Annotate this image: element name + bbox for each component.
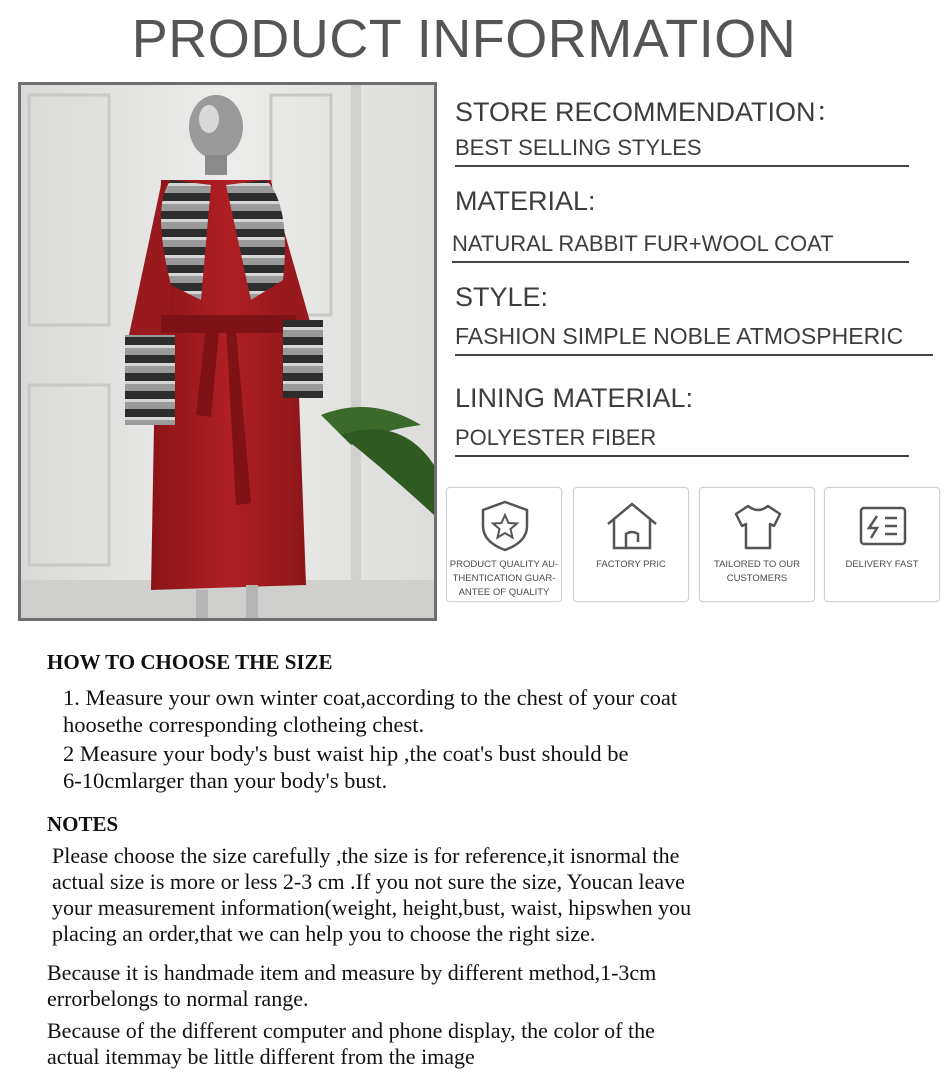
- product-photo: [18, 82, 437, 621]
- note-paragraph-2: Because it is handmade item and measure by different method,1-3cm errorbelongs to normal range.: [47, 960, 657, 1011]
- quality-badge: [446, 487, 562, 602]
- lining-material-label: LINING MATERIAL:: [455, 383, 694, 413]
- delivery-icon: [853, 498, 913, 554]
- store-recommendation-value: BEST SELLING STYLES: [455, 135, 909, 167]
- notes-heading: NOTES: [47, 812, 119, 836]
- tshirt-icon: [728, 498, 788, 554]
- note-paragraph-1: Please choose the size carefully ,the size is for reference,it isnormal the actual size is more or less 2-3 cm .If you not sure the size, Youcan leave your measurement information(weight, height,bust, waist, hipswhen you placing an order,that we can help you to choose the right size.: [52, 843, 692, 946]
- material-value: NATURAL RABBIT FUR+WOOL COAT: [452, 231, 909, 263]
- store-recommendation-label: STORE RECOMMENDATION：: [455, 97, 843, 127]
- material-label: MATERIAL:: [455, 186, 596, 216]
- house-icon: [602, 498, 662, 554]
- factory-price-badge-text: FACTORY PRIC: [596, 559, 666, 570]
- delivery-badge-text: DELIVERY FAST: [845, 559, 919, 570]
- shield-star-icon: [475, 498, 535, 554]
- delivery-badge: [824, 487, 940, 602]
- quality-badge-text: PRODUCT QUALITY AU- THENTICATION GUAR- ANTEE OF QUALITY: [449, 559, 559, 598]
- page-title: PRODUCT INFORMATION: [131, 9, 797, 69]
- note-paragraph-3: Because of the different computer and phone display, the color of the actual itemmay be little different from the image: [47, 1018, 655, 1069]
- size-guide-heading: HOW TO CHOOSE THE SIZE: [47, 650, 333, 674]
- size-guide-step-2: 2 Measure your body's bust waist hip ,the coat's bust should be 6-10cmlarger than your body's bust.: [63, 741, 629, 793]
- tailored-badge: [699, 487, 815, 602]
- tailored-badge-text: TAILORED TO OUR CUSTOMERS: [713, 559, 801, 584]
- style-label: STYLE:: [455, 282, 549, 312]
- factory-price-badge: [573, 487, 689, 602]
- coat-on-mannequin-image: [21, 85, 434, 618]
- style-value: FASHION SIMPLE NOBLE ATMOSPHERIC: [455, 323, 933, 356]
- size-guide-step-1: 1. Measure your own winter coat,according to the chest of your coat hoosethe corresponding clotheing chest.: [63, 685, 678, 737]
- lining-material-value: POLYESTER FIBER: [455, 425, 909, 457]
